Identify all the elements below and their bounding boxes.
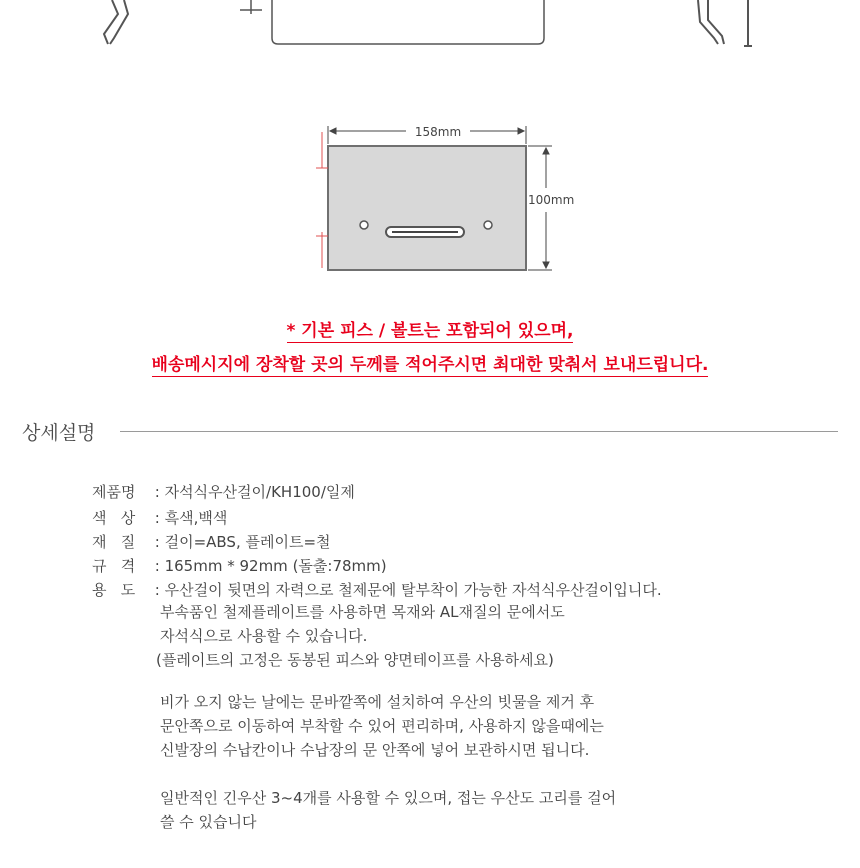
- spec-row-size: [92, 556, 387, 576]
- spec-row-color: [92, 508, 227, 528]
- height-dimension-line: [528, 146, 552, 270]
- screw-hole-right: [484, 221, 492, 229]
- hook-left-outline: [104, 0, 128, 44]
- usage-line: 쓸 수 있습니다: [160, 813, 257, 831]
- screw-offset-dimension-marks: [316, 132, 328, 268]
- product-technical-drawing: [0, 0, 860, 290]
- usage-line: 부속품인 철제플레이트를 사용하면 목재와 AL재질의 문에서도: [160, 603, 565, 621]
- usage-line: 문안쪽으로 이동하여 부착할 수 있어 편리하며, 사용하지 않을때에는: [160, 717, 604, 735]
- spec-value: 걸이=ABS, 플레이트=철: [164, 533, 331, 551]
- hook-right-outline: [698, 0, 752, 46]
- usage-line: 자석식으로 사용할 수 있습니다.: [160, 627, 368, 645]
- details-title: 상세설명: [22, 422, 96, 444]
- spec-label: 규 격: [92, 557, 136, 575]
- spec-value: 자석식우산걸이/KH100/일제: [164, 483, 355, 501]
- usage-line: (플레이트의 고정은 동봉된 피스와 양면테이프를 사용하세요): [156, 651, 554, 669]
- spec-label: 제품명: [92, 483, 136, 501]
- notice-line-1: [0, 316, 860, 341]
- width-label: 158mm: [414, 125, 462, 139]
- spec-label: 색 상: [92, 509, 136, 527]
- spec-separator: :: [150, 509, 165, 527]
- spec-separator: :: [150, 581, 165, 599]
- spec-value: 165mm * 92mm (돌출:78mm): [164, 557, 387, 575]
- notice-line-1-text: * 기본 피스 / 볼트는 포함되어 있으며,: [286, 321, 574, 341]
- notice-line-2: [0, 350, 860, 375]
- usage-line: 신발장의 수납칸이나 수납장의 문 안쪽에 넣어 보관하시면 됩니다.: [160, 741, 590, 759]
- details-divider: [120, 431, 838, 432]
- hanger-body-outline: [240, 0, 544, 44]
- spec-separator: :: [150, 533, 165, 551]
- spec-label: 용 도: [92, 581, 136, 599]
- spec-separator: :: [150, 557, 165, 575]
- usage-line: 일반적인 긴우산 3~4개를 사용할 수 있으며, 접는 우산도 고리를 걸어: [160, 789, 617, 807]
- spec-value: 흑색,백색: [164, 509, 228, 527]
- spec-label: 재 질: [92, 533, 136, 551]
- spec-value: 우산걸이 뒷면의 자력으로 철제문에 탈부착이 가능한 자석식우산걸이입니다.: [164, 581, 662, 599]
- notice-line-2-text: 배송메시지에 장착할 곳의 두께를 적어주시면 최대한 맞춰서 보내드립니다.: [151, 355, 709, 375]
- spec-separator: :: [150, 483, 165, 501]
- height-label: 100mm: [528, 193, 575, 207]
- plate-rectangle: [328, 146, 526, 270]
- spec-row-product-name: [92, 482, 355, 502]
- spec-row-usage: [92, 580, 662, 600]
- screw-hole-left: [360, 221, 368, 229]
- usage-line: 비가 오지 않는 날에는 문바깥쪽에 설치하여 우산의 빗물을 제거 후: [160, 693, 595, 711]
- spec-row-material: [92, 532, 331, 552]
